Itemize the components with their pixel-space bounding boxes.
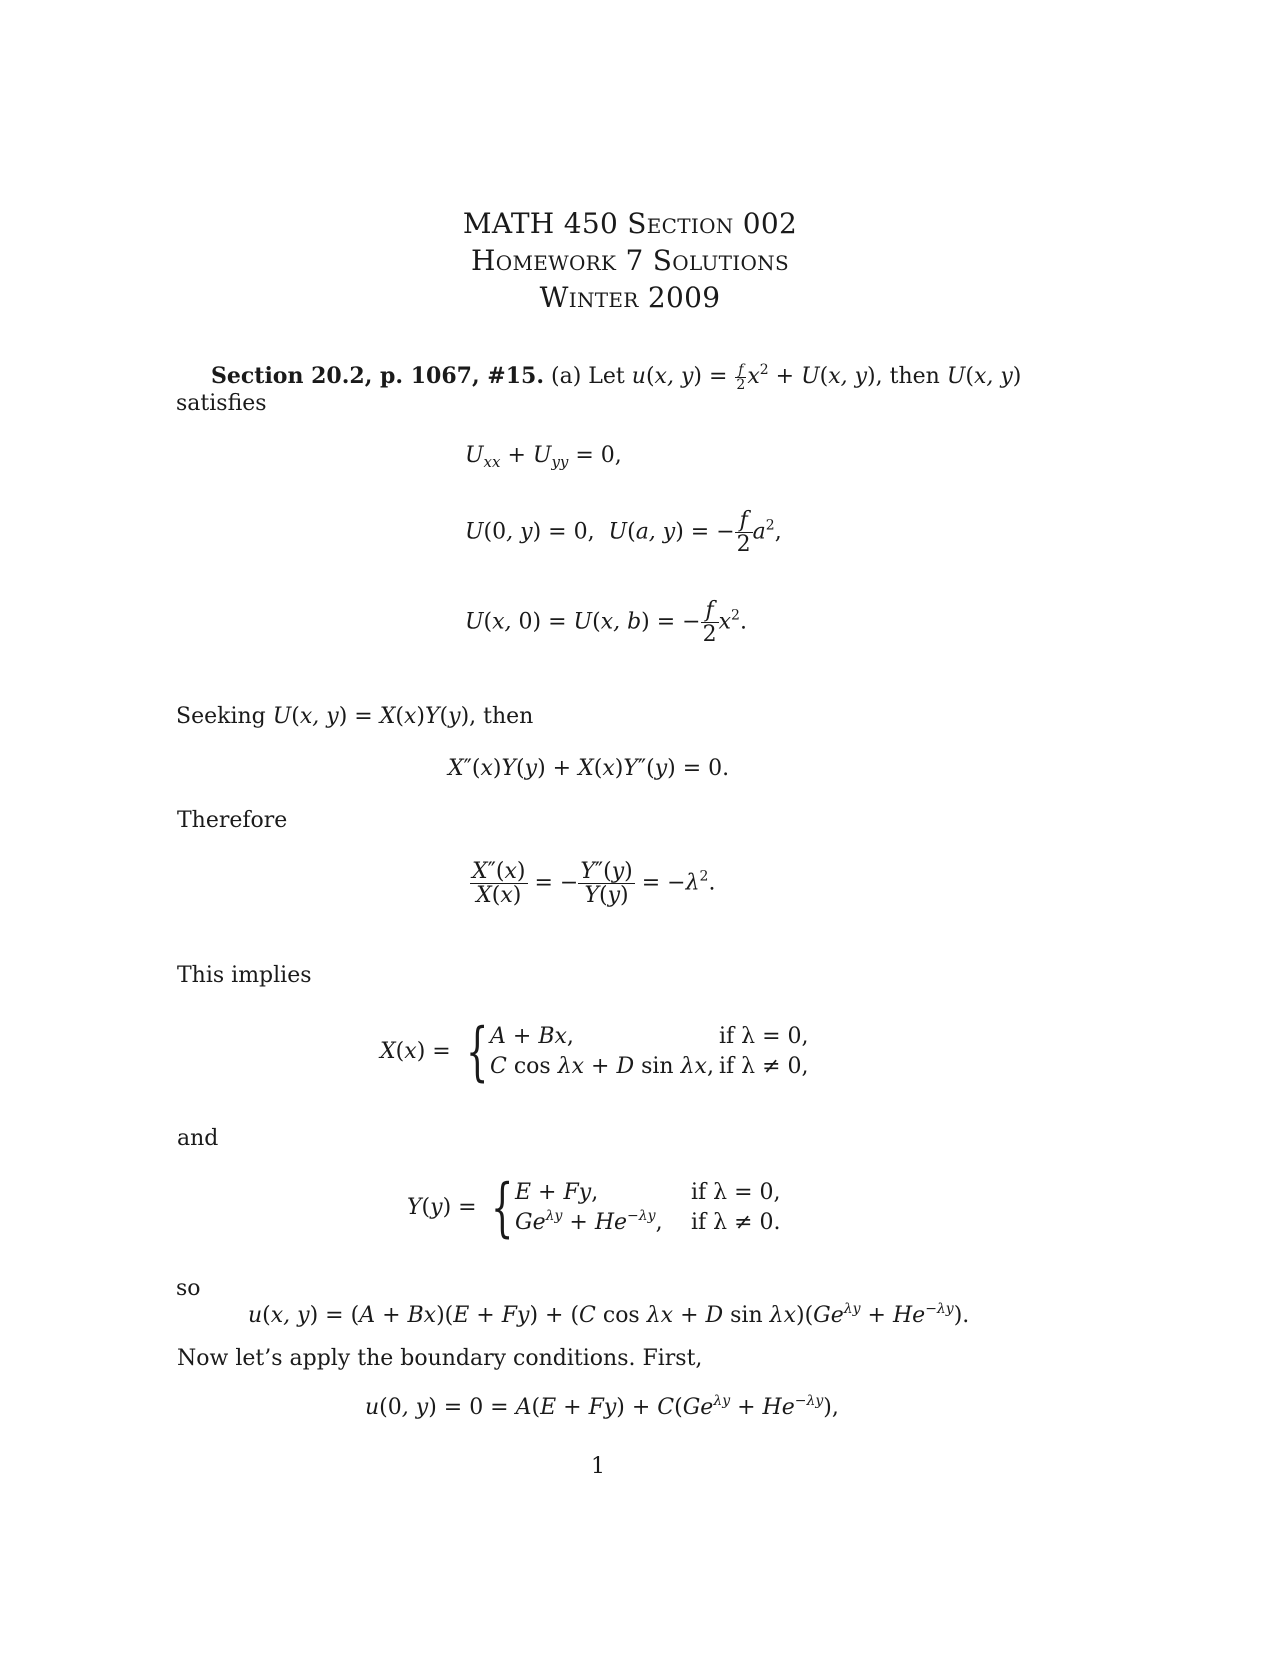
seeking-word: Seeking [176,704,266,729]
equation-laplace: $U_{xx} + U_{yy} = 0$, [465,443,622,471]
seeking-then: then [483,704,534,729]
page-number: 1 [591,1454,605,1479]
and-text: and [177,1126,219,1151]
equation-general-solution: u(x, y) = (A + Bx)(E + Fy) + (C cos λx + D $\sin \lambda x)(Ge^{\lambda y} + He^{-\lambda y})$. [248,1301,970,1328]
problem-part: (a) [551,364,582,389]
document-title [0,205,1260,316]
so-text: so [176,1276,201,1301]
seeking-line [176,702,533,732]
course-title: MATH 450 Section 002 [462,207,798,240]
x-case-2-expr: C cos λx + D sin λx, [490,1054,714,1079]
apply-boundary-text: Now let’s apply the boundary conditions. First, [177,1346,703,1371]
problem-let: Let [588,364,625,389]
problem-then: then [889,364,940,389]
x-cases-equation [380,1015,820,1089]
equation-boundary-first: u(0, $y) = 0 = A(E + Fy) + C(Ge^{\lambda y} + He^{-\lambda y})$, [365,1393,839,1420]
therefore-text: Therefore [177,808,288,833]
problem-statement [211,361,1021,392]
left-brace: { [491,1171,514,1245]
equation-boundary-x: U(0, y) = 0, U(a, y) = − $\frac{f}{2}$ $a^2$, [465,508,782,558]
equation-boundary-y: U(x, 0) = U(x, b) = − $\frac{f}{2}$ $x^2$. [465,598,747,648]
equation-separated: X″(x)Y(y) + X(x)Y″(y) = 0. [448,756,730,781]
x-cases-lhs: X(x) = [380,1039,451,1064]
assignment-title: Homework 7 Solutions [471,244,789,277]
x-case-1-condition: if λ = 0, [719,1024,809,1049]
problem-satisfies: satisfies [176,391,267,416]
y-cases-lhs: Y(y) = [407,1195,477,1220]
y-case-2-expr: $Ge^{\lambda y} + He^{-\lambda y}$, [515,1208,663,1235]
left-brace: { [466,1015,489,1089]
x-case-2-condition: if λ ≠ 0, [719,1054,809,1079]
equation-eigen-ratio: $\frac{X''(x)}{X(x)}$ = − $\frac{Y''(y)}{Y(y)}$ = $-\lambda^2$. [472,859,716,909]
this-implies-text: This implies [177,963,312,988]
problem-heading: Section 20.2, p. 1067, #15. [211,363,544,389]
term-title: Winter 2009 [539,281,721,314]
problem-u-expression: U(x, y) [946,364,1022,389]
y-case-1-condition: if λ = 0, [691,1180,781,1205]
x-case-1-expr: A + Bx, [490,1024,574,1049]
y-case-2-condition: if λ ≠ 0. [691,1210,781,1235]
problem-definition-equation: u(x, y) = $\frac{f}{2}$ $x^2 + U(x$, y), [631,361,883,393]
y-cases-equation [407,1171,807,1245]
separation-ansatz: U(x, y) = X(x)Y(y), [272,704,477,729]
y-case-1-expr: E + Fy, [515,1180,599,1205]
